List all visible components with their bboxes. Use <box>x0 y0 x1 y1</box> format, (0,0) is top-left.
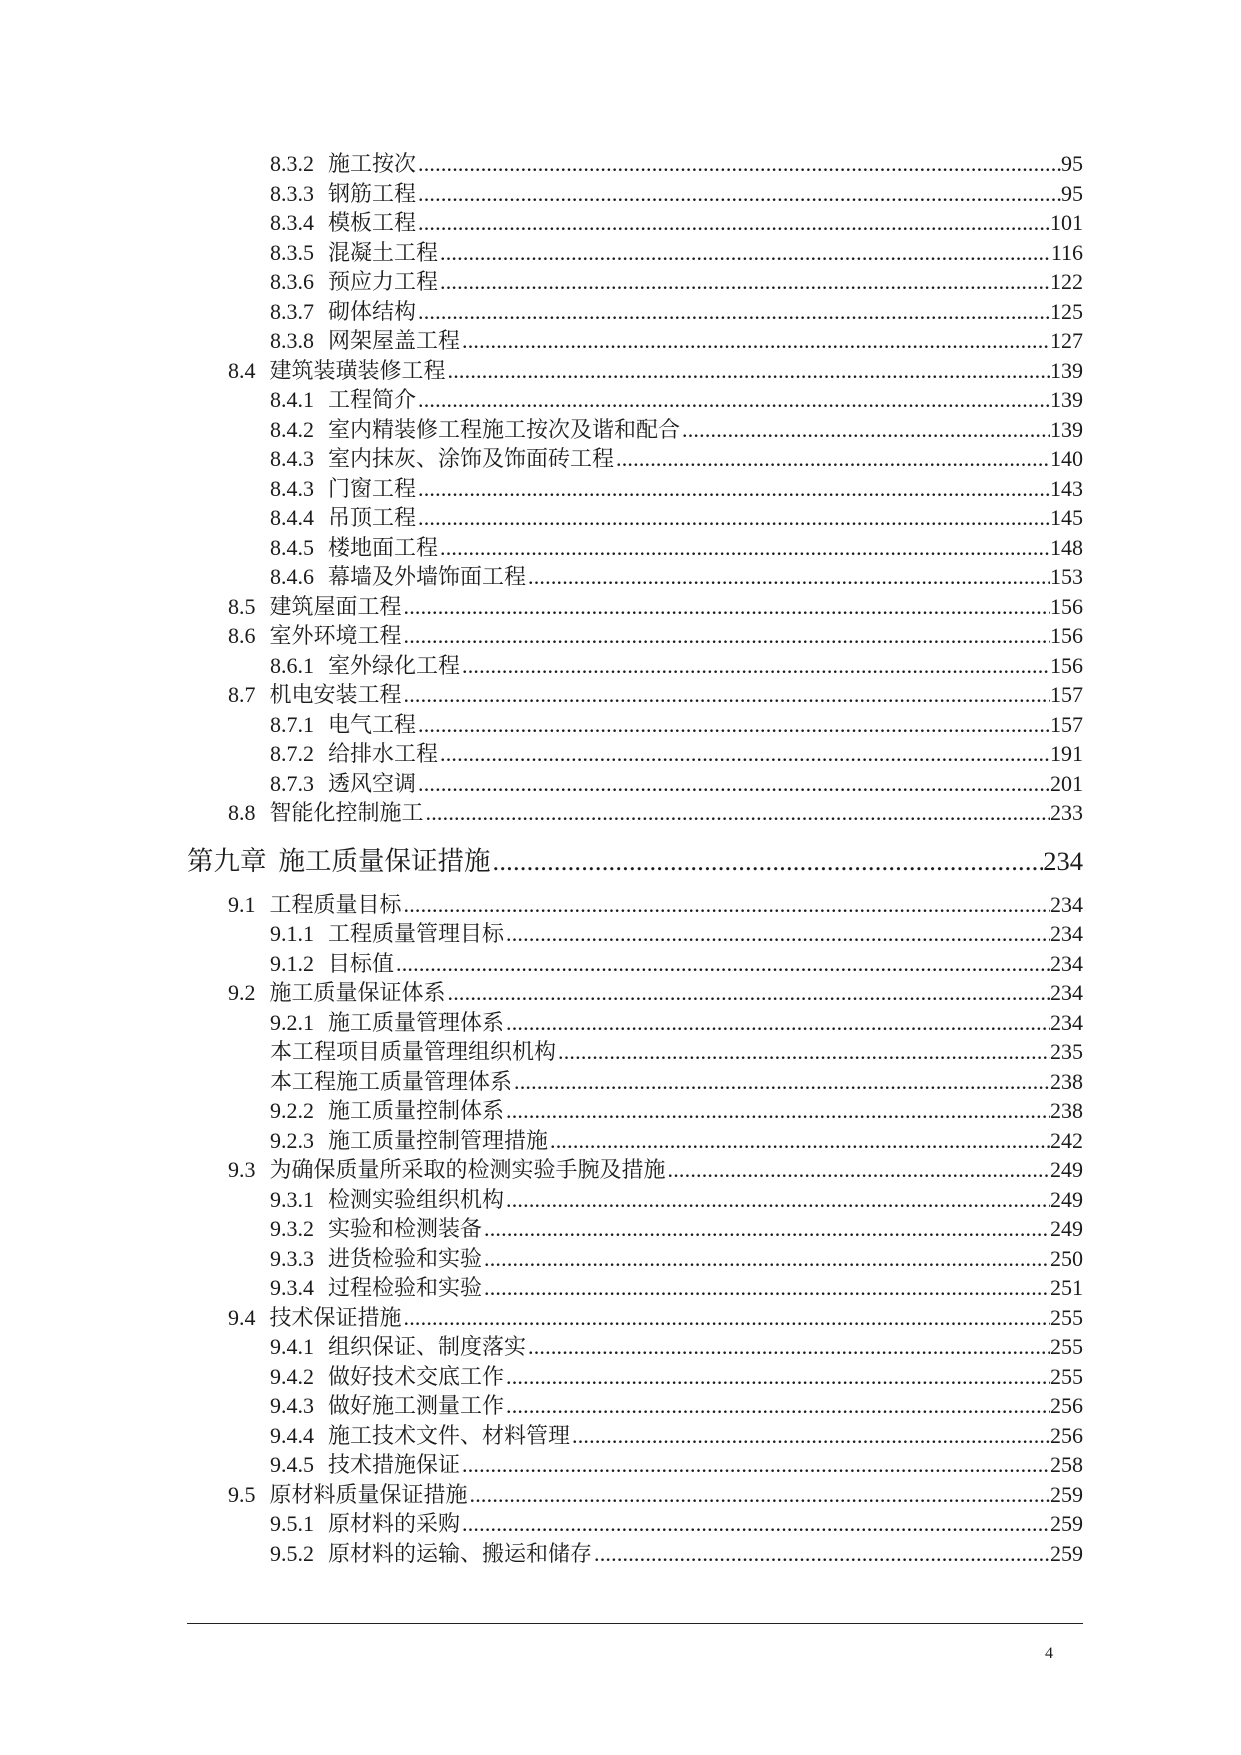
entry-page-number: 238 <box>1050 1068 1083 1094</box>
entry-number: 9.2.2 <box>270 1098 314 1123</box>
toc-subsection-entry <box>0 474 1241 504</box>
entry-number: 8.7 <box>228 682 256 707</box>
entry-number: 9.3.4 <box>270 1275 314 1300</box>
entry-page-number: 125 <box>1050 298 1083 324</box>
dot-leader <box>404 1303 1050 1333</box>
entry-title: 原材料质量保证措施 <box>269 1481 468 1507</box>
dot-leader <box>506 1185 1050 1215</box>
entry-page-number: 95 <box>1061 180 1083 206</box>
dot-leader <box>426 798 1050 828</box>
toc-subsection-entry <box>0 444 1241 474</box>
dot-leader <box>440 238 1051 268</box>
dot-leader <box>506 1008 1050 1038</box>
entry-page-number: 256 <box>1050 1393 1083 1418</box>
entry-page-number: 127 <box>1050 328 1083 353</box>
entry-title: 吊顶工程 <box>328 505 417 530</box>
dot-leader <box>440 533 1050 563</box>
dot-leader <box>396 949 1050 979</box>
dot-leader <box>418 208 1050 238</box>
entry-title: 建筑装璜装修工程 <box>269 357 446 383</box>
entry-number: 8.3.6 <box>270 269 314 294</box>
toc-section-entry <box>0 621 1241 651</box>
entry-number: 8.4 <box>228 357 256 383</box>
entry-number: 8.8 <box>228 800 256 825</box>
toc-subsection-entry <box>0 919 1241 949</box>
entry-title: 透风空调 <box>328 770 417 796</box>
toc-subsection-entry <box>0 208 1241 238</box>
dot-leader <box>418 385 1050 415</box>
toc-section-entry <box>0 592 1241 622</box>
entry-number: 9.4.5 <box>270 1452 314 1477</box>
entry-number: 9.5.1 <box>270 1511 314 1536</box>
entry-title: 施工质量控制管理措施 <box>328 1127 549 1153</box>
dot-leader <box>462 326 1050 356</box>
dot-leader <box>418 474 1050 504</box>
entry-title: 钢筋工程 <box>328 180 417 206</box>
entry-number: 9.4.1 <box>270 1334 314 1359</box>
entry-page-number: 233 <box>1050 800 1083 825</box>
entry-title: 本工程施工质量管理体系 <box>270 1068 513 1094</box>
toc-subsection-entry <box>0 533 1241 563</box>
dot-leader <box>418 297 1050 327</box>
toc-subsection-entry <box>0 297 1241 327</box>
entry-number: 9.2.1 <box>270 1009 314 1035</box>
toc-section-entry <box>0 890 1241 920</box>
entry-page-number: 156 <box>1050 652 1083 678</box>
entry-page-number: 250 <box>1050 1245 1083 1271</box>
entry-number: 8.6.1 <box>270 652 314 678</box>
entry-page-number: 259 <box>1050 1481 1083 1507</box>
toc-subsection-entry <box>0 739 1241 769</box>
entry-number: 9.3 <box>228 1157 256 1182</box>
entry-page-number: 255 <box>1050 1363 1083 1389</box>
dot-leader <box>558 1037 1050 1067</box>
dot-leader <box>418 179 1061 209</box>
entry-title: 进货检验和实验 <box>328 1245 483 1271</box>
entry-title: 工程质量管理目标 <box>328 921 505 946</box>
table-of-contents <box>0 149 1241 1568</box>
toc-subsection-entry <box>0 1421 1241 1451</box>
toc-section-entry <box>0 1303 1241 1333</box>
toc-subsection-entry <box>0 1391 1241 1421</box>
dot-leader <box>682 415 1050 445</box>
entry-number: 9.3.1 <box>270 1186 314 1212</box>
entry-title: 楼地面工程 <box>328 534 439 560</box>
dot-leader <box>493 832 1044 890</box>
entry-page-number: 258 <box>1050 1452 1083 1477</box>
toc-subsection-entry <box>0 1096 1241 1126</box>
entry-title: 工程简介 <box>328 387 417 412</box>
entry-page-number: 148 <box>1050 534 1083 560</box>
toc-subsection-entry <box>0 1185 1241 1215</box>
entry-page-number: 143 <box>1050 475 1083 501</box>
dot-leader <box>572 1421 1050 1451</box>
entry-title: 做好技术交底工作 <box>328 1363 505 1389</box>
dot-leader <box>404 621 1050 651</box>
entry-page-number: 235 <box>1050 1039 1083 1064</box>
entry-page-number: 251 <box>1050 1275 1083 1300</box>
entry-title: 施工质量保证体系 <box>269 980 446 1005</box>
entry-number: 8.7.2 <box>270 741 314 766</box>
toc-subsection-entry <box>0 415 1241 445</box>
entry-page-number: 191 <box>1050 741 1083 766</box>
entry-page-number: 157 <box>1050 682 1083 707</box>
entry-number: 8.3.2 <box>270 151 314 176</box>
entry-page-number: 201 <box>1050 770 1083 796</box>
dot-leader <box>440 267 1050 297</box>
toc-subsection-entry <box>0 1273 1241 1303</box>
dot-leader <box>594 1539 1050 1569</box>
toc-subsection-entry <box>0 385 1241 415</box>
toc-subsection-entry <box>0 1067 1241 1097</box>
dot-leader <box>616 444 1050 474</box>
entry-number: 9.4.2 <box>270 1363 314 1389</box>
entry-page-number: 234 <box>1050 921 1083 946</box>
entry-title: 目标值 <box>328 950 395 976</box>
dot-leader <box>462 651 1050 681</box>
entry-page-number: 238 <box>1050 1098 1083 1123</box>
toc-subsection-entry <box>0 1008 1241 1038</box>
entry-page-number: 234 <box>1050 950 1083 976</box>
entry-number: 9.4.3 <box>270 1393 314 1418</box>
dot-leader <box>404 890 1050 920</box>
dot-leader <box>506 1362 1050 1392</box>
entry-number: 9.1 <box>228 891 256 917</box>
toc-chapter-entry <box>0 828 1241 890</box>
entry-title: 室外环境工程 <box>269 623 402 648</box>
entry-number: 8.3.5 <box>270 239 314 265</box>
entry-number: 8.4.3 <box>270 446 314 471</box>
toc-section-entry <box>0 1155 1241 1185</box>
entry-page-number: 249 <box>1050 1186 1083 1212</box>
entry-title: 网架屋盖工程 <box>328 328 461 353</box>
toc-subsection-entry <box>0 949 1241 979</box>
dot-leader <box>484 1214 1050 1244</box>
entry-title: 施工质量控制体系 <box>328 1098 505 1123</box>
entry-number: 8.7.3 <box>270 770 314 796</box>
dot-leader <box>506 1096 1050 1126</box>
entry-title: 工程质量目标 <box>269 891 402 917</box>
entry-title: 施工按次 <box>328 151 417 176</box>
entry-number: 8.3.7 <box>270 298 314 324</box>
entry-title: 为确保质量所采取的检测实验手腕及措施 <box>269 1157 666 1182</box>
entry-page-number: 140 <box>1050 446 1083 471</box>
entry-number: 9.3.2 <box>270 1216 314 1241</box>
toc-subsection-entry <box>0 1509 1241 1539</box>
entry-page-number: 139 <box>1050 387 1083 412</box>
entry-title: 检测实验组织机构 <box>328 1186 505 1212</box>
entry-page-number: 156 <box>1050 623 1083 648</box>
toc-section-entry <box>0 798 1241 828</box>
dot-leader <box>404 680 1050 710</box>
entry-page-number: 234 <box>1050 891 1083 917</box>
entry-page-number: 116 <box>1050 239 1083 265</box>
entry-title: 模板工程 <box>328 210 417 235</box>
entry-title: 施工质量保证措施 <box>278 845 491 876</box>
entry-page-number: 255 <box>1050 1304 1083 1330</box>
entry-title: 机电安装工程 <box>269 682 402 707</box>
entry-title: 门窗工程 <box>328 475 417 501</box>
entry-title: 室内抹灰、涂饰及饰面砖工程 <box>328 446 615 471</box>
entry-number: 8.4.2 <box>270 416 314 442</box>
entry-title: 预应力工程 <box>328 269 439 294</box>
entry-page-number: 234 <box>1050 980 1083 1005</box>
toc-subsection-entry <box>0 1214 1241 1244</box>
entry-number: 8.4.1 <box>270 387 314 412</box>
toc-section-entry <box>0 680 1241 710</box>
entry-page-number: 259 <box>1050 1511 1083 1536</box>
dot-leader <box>668 1155 1050 1185</box>
entry-title: 过程检验和实验 <box>328 1275 483 1300</box>
toc-subsection-entry <box>0 238 1241 268</box>
toc-subsection-entry <box>0 1450 1241 1480</box>
toc-subsection-entry <box>0 267 1241 297</box>
entry-page-number: 255 <box>1050 1334 1083 1359</box>
entry-title: 给排水工程 <box>328 741 439 766</box>
dot-leader <box>418 149 1061 179</box>
dot-leader <box>506 919 1050 949</box>
dot-leader <box>448 978 1050 1008</box>
dot-leader <box>418 503 1050 533</box>
dot-leader <box>462 1509 1050 1539</box>
entry-number: 9.5.2 <box>270 1540 314 1566</box>
entry-page-number: 249 <box>1050 1216 1083 1241</box>
entry-page-number: 249 <box>1050 1157 1083 1182</box>
entry-number: 8.3.8 <box>270 328 314 353</box>
dot-leader <box>404 592 1050 622</box>
toc-subsection-entry <box>0 503 1241 533</box>
entry-title: 做好施工测量工作 <box>328 1393 505 1418</box>
dot-leader <box>528 1332 1050 1362</box>
entry-page-number: 139 <box>1050 416 1083 442</box>
entry-title: 混凝土工程 <box>328 239 439 265</box>
entry-title: 本工程项目质量管理组织机构 <box>270 1039 557 1064</box>
entry-title: 砌体结构 <box>328 298 417 324</box>
entry-page-number: 95 <box>1061 151 1083 176</box>
entry-page-number: 153 <box>1050 564 1083 589</box>
entry-title: 室内精装修工程施工按次及谐和配合 <box>328 416 681 442</box>
entry-title: 建筑屋面工程 <box>269 593 402 619</box>
toc-subsection-entry <box>0 1362 1241 1392</box>
footer-page-number: 4 <box>1045 1645 1053 1662</box>
entry-number: 9.2.3 <box>270 1127 314 1153</box>
toc-subsection-entry <box>0 326 1241 356</box>
entry-page-number: 234 <box>1050 1009 1083 1035</box>
entry-number: 8.3.3 <box>270 180 314 206</box>
entry-page-number: 139 <box>1050 357 1083 383</box>
entry-page-number: 234 <box>1043 845 1083 876</box>
entry-number: 8.4.5 <box>270 534 314 560</box>
entry-number: 第九章 <box>187 845 267 876</box>
entry-page-number: 122 <box>1050 269 1083 294</box>
dot-leader <box>418 710 1050 740</box>
dot-leader <box>550 1126 1050 1156</box>
entry-title: 组织保证、制度落实 <box>328 1334 527 1359</box>
dot-leader <box>514 1067 1050 1097</box>
entry-number: 8.4.4 <box>270 505 314 530</box>
entry-number: 9.1.1 <box>270 921 314 946</box>
entry-number: 8.7.1 <box>270 711 314 737</box>
toc-subsection-entry <box>0 1539 1241 1569</box>
entry-title: 电气工程 <box>328 711 417 737</box>
dot-leader <box>470 1480 1050 1510</box>
entry-title: 施工质量管理体系 <box>328 1009 505 1035</box>
entry-page-number: 259 <box>1050 1540 1083 1566</box>
entry-number: 9.3.3 <box>270 1245 314 1271</box>
toc-section-entry <box>0 978 1241 1008</box>
entry-number: 8.5 <box>228 593 256 619</box>
toc-subsection-entry <box>0 179 1241 209</box>
entry-number: 8.6 <box>228 623 256 648</box>
dot-leader <box>418 769 1050 799</box>
dot-leader <box>440 739 1050 769</box>
entry-title: 室外绿化工程 <box>328 652 461 678</box>
entry-title: 幕墙及外墙饰面工程 <box>328 564 527 589</box>
entry-title: 技术措施保证 <box>328 1452 461 1477</box>
dot-leader <box>528 562 1050 592</box>
entry-number: 9.2 <box>228 980 256 1005</box>
toc-subsection-entry <box>0 149 1241 179</box>
entry-number: 9.1.2 <box>270 950 314 976</box>
entry-title: 实验和检测装备 <box>328 1216 483 1241</box>
entry-page-number: 256 <box>1050 1422 1083 1448</box>
dot-leader <box>484 1273 1050 1303</box>
entry-page-number: 145 <box>1050 505 1083 530</box>
footer-rule <box>187 1623 1083 1624</box>
toc-subsection-entry <box>0 710 1241 740</box>
dot-leader <box>484 1244 1050 1274</box>
dot-leader <box>462 1450 1050 1480</box>
toc-subsection-entry <box>0 1244 1241 1274</box>
entry-title: 技术保证措施 <box>269 1304 402 1330</box>
toc-subsection-entry <box>0 1332 1241 1362</box>
entry-title: 原材料的采购 <box>328 1511 461 1536</box>
entry-number: 8.4.3 <box>270 475 314 501</box>
toc-subsection-entry <box>0 651 1241 681</box>
entry-number: 9.4.4 <box>270 1422 314 1448</box>
entry-title: 施工技术文件、材料管理 <box>328 1422 571 1448</box>
toc-subsection-entry <box>0 1037 1241 1067</box>
entry-page-number: 242 <box>1050 1127 1083 1153</box>
toc-section-entry <box>0 356 1241 386</box>
entry-page-number: 156 <box>1050 593 1083 619</box>
entry-title: 智能化控制施工 <box>269 800 424 825</box>
dot-leader <box>448 356 1050 386</box>
entry-number: 8.3.4 <box>270 210 314 235</box>
toc-subsection-entry <box>0 769 1241 799</box>
dot-leader <box>506 1391 1050 1421</box>
toc-subsection-entry <box>0 1126 1241 1156</box>
entry-number: 8.4.6 <box>270 564 314 589</box>
entry-page-number: 157 <box>1050 711 1083 737</box>
entry-number: 9.5 <box>228 1481 256 1507</box>
toc-section-entry <box>0 1480 1241 1510</box>
toc-subsection-entry <box>0 562 1241 592</box>
entry-number: 9.4 <box>228 1304 256 1330</box>
entry-page-number: 101 <box>1050 210 1083 235</box>
entry-title: 原材料的运输、搬运和储存 <box>328 1540 593 1566</box>
